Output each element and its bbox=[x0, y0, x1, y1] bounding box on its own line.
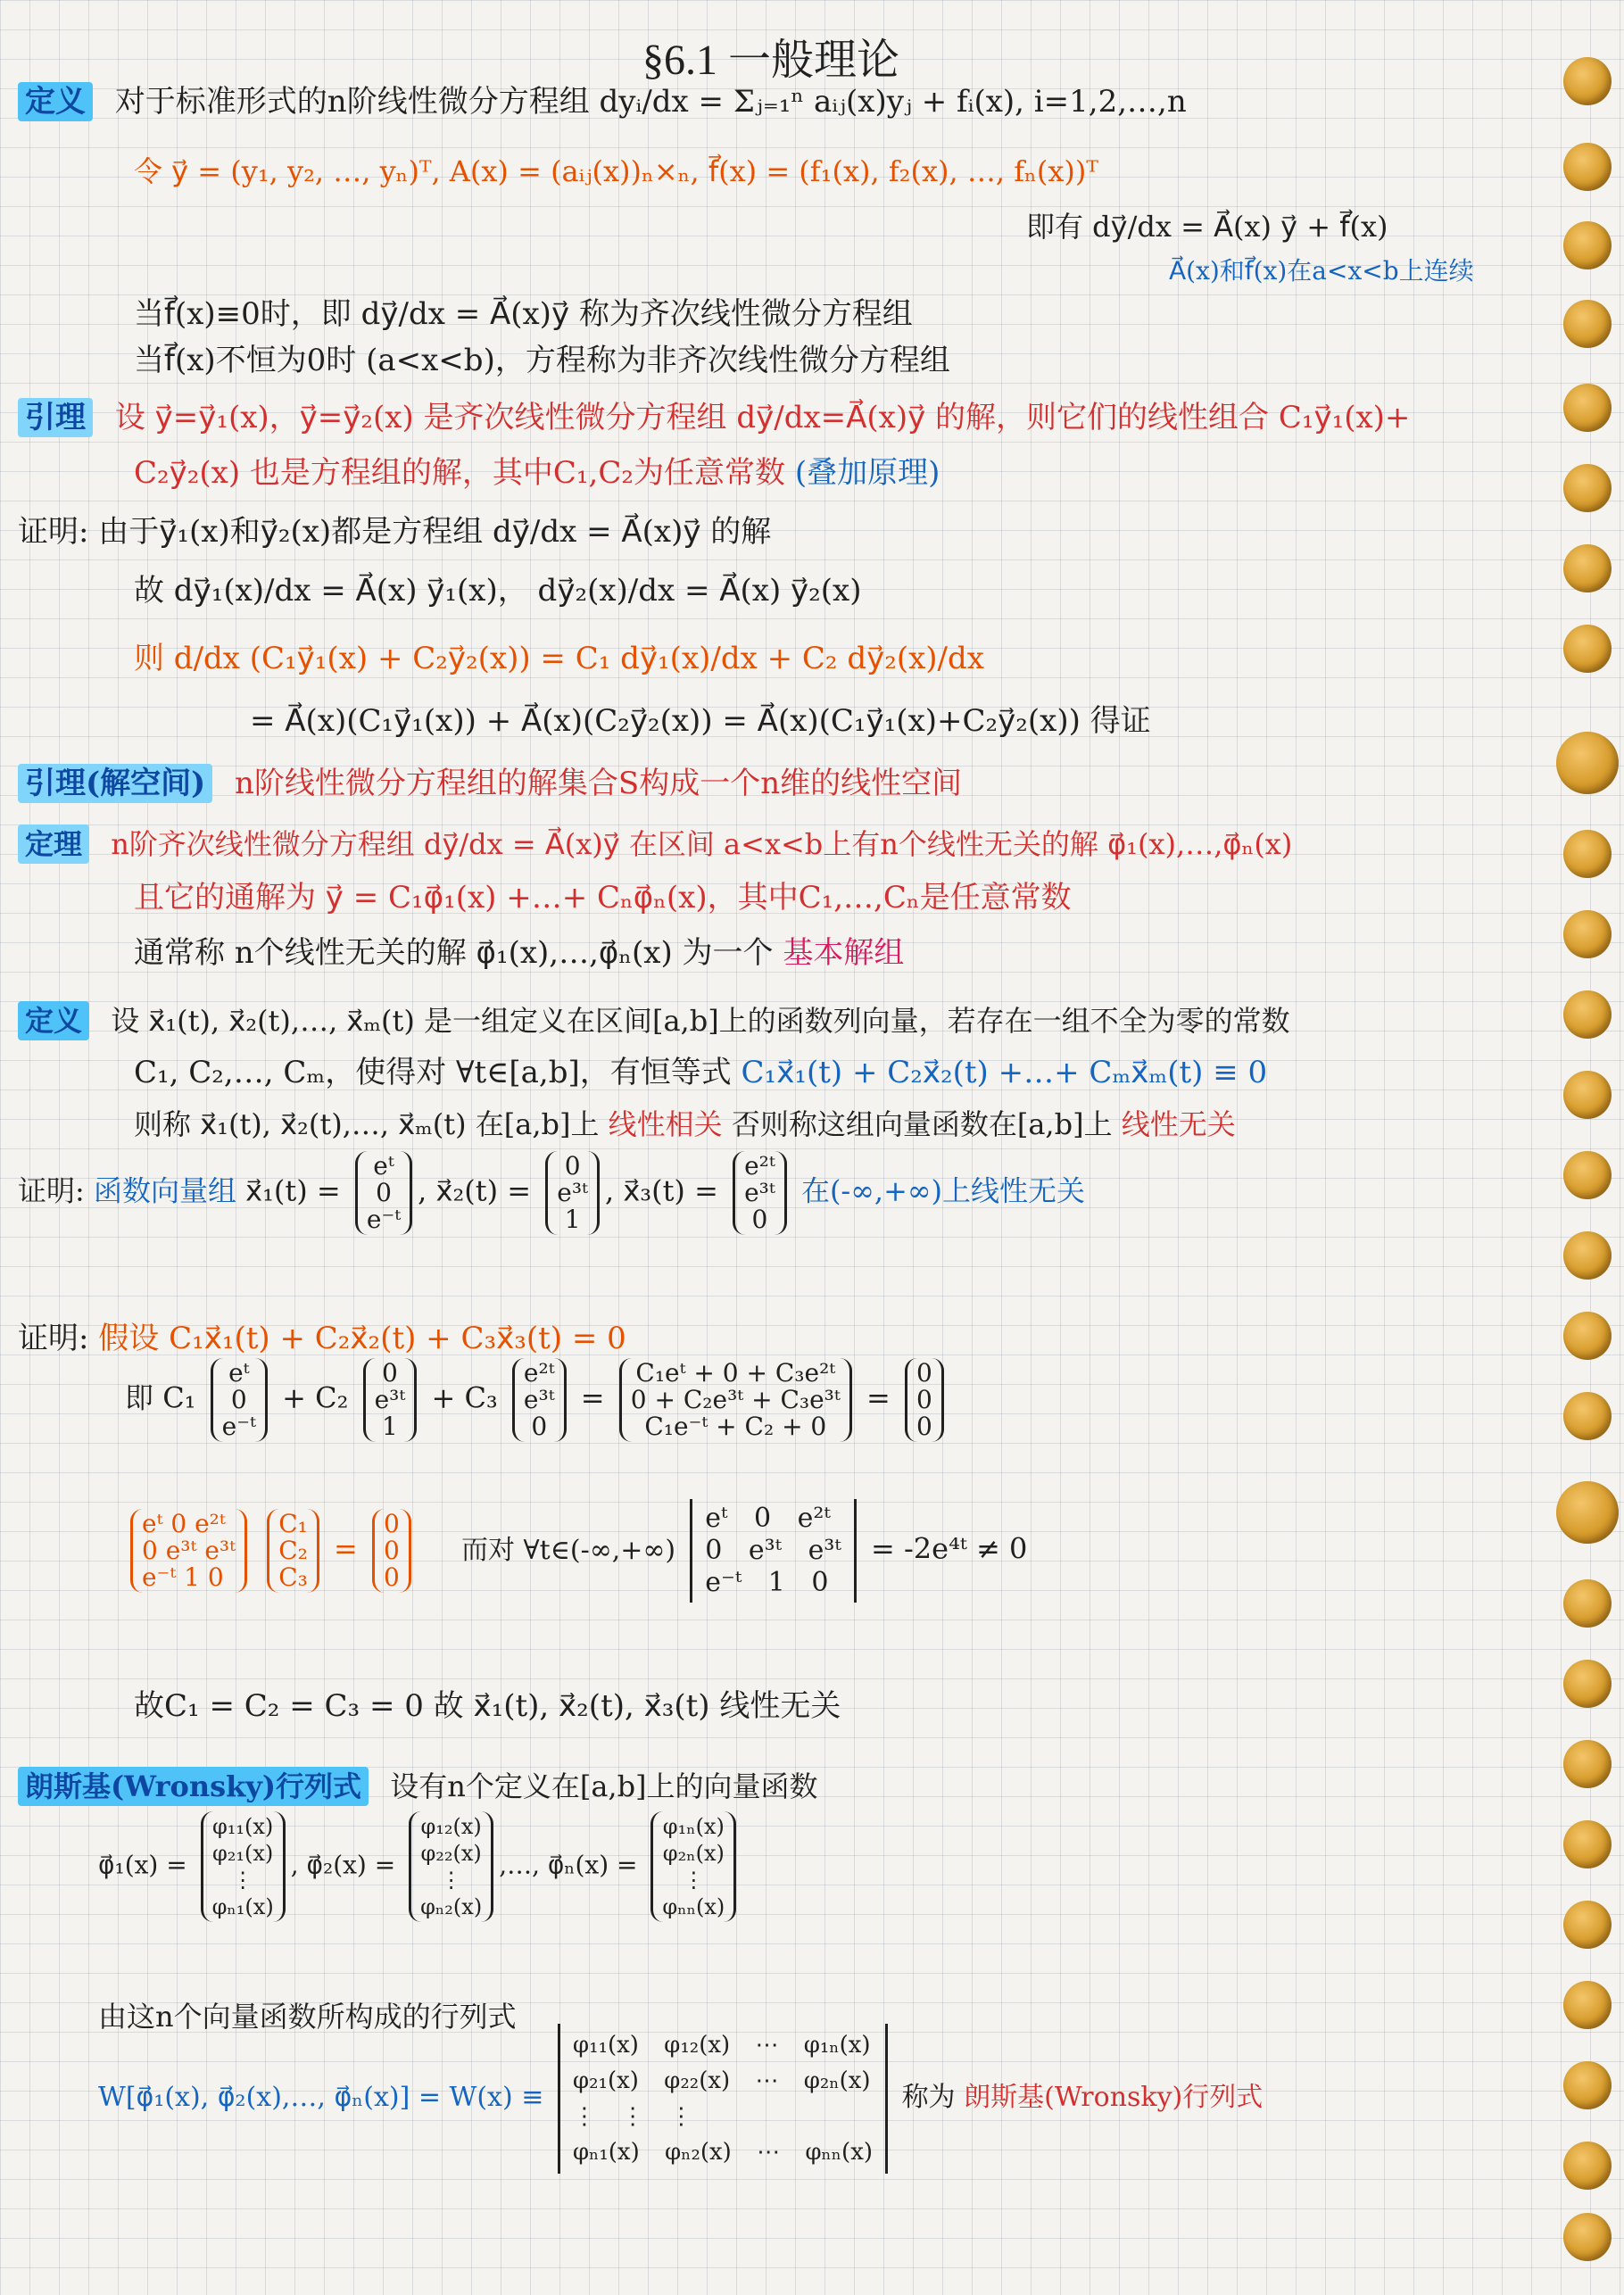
binder-hole bbox=[1563, 464, 1612, 512]
proof2-system: eᵗ 0 e²ᵗ 0 e³ᵗ e³ᵗ e⁻ᵗ 1 0 C₁ C₂ C₃ = 0 0 0 而对 ∀t∈(-∞,+∞) eᵗ 0 e²ᵗ 0 e³ᵗ e³ᵗ e⁻ᵗ 1 0 = -2e⁴ᵗ ≠ 0 bbox=[125, 1499, 1027, 1603]
binder-hole bbox=[1556, 732, 1619, 794]
binder-hole bbox=[1563, 300, 1612, 348]
vector-x2: 0 e³ᵗ 1 bbox=[545, 1151, 600, 1235]
wronsky-vectors: φ⃗₁(x) = φ₁₁(x) φ₂₁(x) ⋮ φₙ₁(x) , φ⃗₂(x) = φ₁₂(x) φ₂₂(x) ⋮ φₙ₂(x) ,…, φ⃗ₙ(x) = φ₁ₙ(x) φ₂ₙ(x) ⋮ φₙₙ(x) bbox=[98, 1811, 742, 1922]
def2-line1: 定义 设 x⃗₁(t), x⃗₂(t),…, x⃗ₘ(t) 是一组定义在区间[a,b]上的函数列向量，若存在一组不全为零的常数 bbox=[18, 1001, 1446, 1040]
vector-x1: eᵗ 0 e⁻ᵗ bbox=[355, 1151, 412, 1235]
def1-line bbox=[18, 82, 1446, 121]
vector-x3: e²ᵗ e³ᵗ 0 bbox=[733, 1151, 787, 1235]
page-title: §6.1 一般理论 bbox=[642, 37, 900, 84]
proof1-line-d: = A⃗(x)(C₁y⃗₁(x)) + A⃗(x)(C₂y⃗₂(x)) = A⃗(x)(C₁y⃗₁(x)+C₂y⃗₂(x)) 得证 bbox=[250, 703, 1151, 739]
vector-phin: φ₁ₙ(x) φ₂ₙ(x) ⋮ φₙₙ(x) bbox=[650, 1811, 736, 1922]
vector-phi2: φ₁₂(x) φ₂₂(x) ⋮ φₙ₂(x) bbox=[409, 1811, 493, 1922]
binder-hole bbox=[1563, 143, 1612, 191]
let-line bbox=[134, 152, 1446, 191]
binder-hole bbox=[1563, 1820, 1612, 1868]
binder-hole bbox=[1563, 2142, 1612, 2190]
wronsky-tag: 朗斯基(Wronsky)行列式 bbox=[18, 1767, 369, 1806]
lemma2-tag: 引理(解空间) bbox=[18, 764, 212, 803]
binder-hole bbox=[1563, 830, 1612, 878]
lemma1-line bbox=[18, 398, 1446, 437]
lemma2-line: 引理(解空间) n阶线性微分方程组的解集合S构成一个n维的线性空间 bbox=[18, 764, 1446, 803]
binder-hole bbox=[1563, 2213, 1612, 2261]
fund-word: 基本解组 bbox=[783, 935, 905, 971]
superposition-note: (叠加原理) bbox=[794, 455, 940, 491]
example-line: 证明: 函数向量组 x⃗₁(t) = eᵗ 0 e⁻ᵗ , x⃗₂(t) = 0 e³ᵗ 1 , x⃗₃(t) = e²ᵗ e³ᵗ 0 在(-∞,+∞)上线性无关 bbox=[18, 1151, 1086, 1234]
binder-hole bbox=[1563, 221, 1612, 269]
theorem-line1: 定理 n阶齐次线性微分方程组 dy⃗/dx = A⃗(x)y⃗ 在区间 a<x<b上有n个线性无关的解 φ⃗₁(x),…,φ⃗ₙ(x) bbox=[18, 824, 1446, 864]
binder-hole bbox=[1563, 1071, 1612, 1119]
wronsky-name: 朗斯基(Wronsky)行列式 bbox=[964, 2082, 1264, 2113]
sum-matrix: C₁eᵗ + 0 + C₃e²ᵗ 0 + C₂e³ᵗ + C₃e³ᵗ C₁e⁻ᵗ + C₂ + 0 bbox=[619, 1358, 852, 1442]
binder-holes bbox=[1553, 0, 1624, 2295]
binder-hole bbox=[1563, 990, 1612, 1039]
def2-line3: 则称 x⃗₁(t), x⃗₂(t),…, x⃗ₘ(t) 在[a,b]上 线性相关 否则称这组向量函数在[a,b]上 线性无关 bbox=[134, 1107, 1236, 1141]
binder-hole bbox=[1563, 1231, 1612, 1280]
binder-hole bbox=[1563, 1312, 1612, 1360]
lemma1-tag: 引理 bbox=[18, 398, 93, 437]
determinant: eᵗ 0 e²ᵗ 0 e³ᵗ e³ᵗ e⁻ᵗ 1 0 bbox=[690, 1499, 857, 1603]
independent-word: 线性无关 bbox=[1121, 1107, 1236, 1141]
binder-hole bbox=[1563, 544, 1612, 592]
proof-label: 证明: bbox=[18, 514, 89, 550]
binder-hole bbox=[1563, 1392, 1612, 1440]
binder-hole bbox=[1563, 910, 1612, 958]
proof2-assume: 证明: 假设 C₁x⃗₁(t) + C₂x⃗₂(t) + C₃x⃗₃(t) = 0 bbox=[18, 1321, 626, 1356]
theorem-tag: 定理 bbox=[18, 824, 89, 864]
wronsky-from: 由这n个向量函数所构成的行列式 bbox=[98, 2000, 517, 2034]
binder-hole bbox=[1563, 1579, 1612, 1628]
binder-hole bbox=[1563, 1660, 1612, 1708]
dependent-word: 线性相关 bbox=[608, 1107, 723, 1141]
vector-phi1: φ₁₁(x) φ₂₁(x) ⋮ φₙ₁(x) bbox=[201, 1811, 286, 1922]
wronsky-determinant: φ₁₁(x) φ₁₂(x) ⋯ φ₁ₙ(x) φ₂₁(x) φ₂₂(x) ⋯ φ₂ₙ(x) ⋮ ⋮ ⋮ φₙ₁(x) φₙ₂(x) ⋯ φₙₙ(x) bbox=[558, 2024, 888, 2174]
binder-hole bbox=[1563, 384, 1612, 432]
def2-eq: C₁x⃗₁(t) + C₂x⃗₂(t) +…+ Cₘx⃗ₘ(t) ≡ 0 bbox=[741, 1055, 1268, 1090]
homog-line: 当f⃗(x)≡0时，即 dy⃗/dx = A⃗(x)y⃗ 称为齐次线性微分方程组 bbox=[134, 296, 913, 332]
lemma1-text: 设 y⃗=y⃗₁(x)，y⃗=y⃗₂(x) 是齐次线性微分方程组 dy⃗/dx=A⃗(x)y⃗ 的解，则它们的线性组合 C₁y⃗₁(x)+ bbox=[114, 400, 1411, 435]
binder-hole bbox=[1563, 2061, 1612, 2109]
binder-hole bbox=[1563, 1740, 1612, 1788]
binder-hole bbox=[1563, 1151, 1612, 1199]
def2-tag: 定义 bbox=[18, 1001, 89, 1040]
proof1-line-c: 则 d/dx (C₁y⃗₁(x) + C₂y⃗₂(x)) = C₁ dy⃗₁(x)/dx + C₂ dy⃗₂(x)/dx bbox=[134, 641, 984, 676]
def2-line2: C₁, C₂,…, Cₘ，使得对 ∀t∈[a,b]，有恒等式 C₁x⃗₁(t) + C₂x⃗₂(t) +…+ Cₘx⃗ₘ(t) ≡ 0 bbox=[134, 1055, 1268, 1090]
binder-hole bbox=[1563, 625, 1612, 673]
proof2-conclude: 故C₁ = C₂ = C₃ = 0 故 x⃗₁(t), x⃗₂(t), x⃗₃(t) 线性无关 bbox=[134, 1688, 841, 1724]
proof1-line-a: 证明: 由于y⃗₁(x)和y⃗₂(x)都是方程组 dy⃗/dx = A⃗(x)y⃗ 的解 bbox=[18, 514, 772, 550]
vector-eq: 即有 dy⃗/dx = A⃗(x) y⃗ + f⃗(x) bbox=[1026, 210, 1388, 244]
wronsky-det-line: W[φ⃗₁(x), φ⃗₂(x),…, φ⃗ₙ(x)] = W(x) ≡ φ₁₁(x) φ₁₂(x) ⋯ φ₁ₙ(x) φ₂₁(x) φ₂₂(x) ⋯ φ₂ₙ(x) ⋮ ⋮ ⋮ φₙ₁(x) φₙ₂(x) ⋯ φₙₙ(x) 称为 朗斯基(Wronsky)行列式 bbox=[98, 2024, 1263, 2174]
def1-tag: 定义 bbox=[18, 82, 93, 121]
coef-matrix: eᵗ 0 e²ᵗ 0 e³ᵗ e³ᵗ e⁻ᵗ 1 0 bbox=[130, 1509, 247, 1593]
def1-text: 对于标准形式的n阶线性微分方程组 dyᵢ/dx = Σⱼ₌₁ⁿ aᵢⱼ(x)yⱼ + fᵢ(x), i=1,2,…,n bbox=[114, 84, 1187, 120]
let-text: 令 y⃗ = (y₁, y₂, …, yₙ)ᵀ, A(x) = (aᵢⱼ(x))ₙ×ₙ, f⃗(x) = (f₁(x), f₂(x), …, fₙ(x))ᵀ bbox=[134, 154, 1098, 188]
wronsky-line: 朗斯基(Wronsky)行列式 设有n个定义在[a,b]上的向量函数 bbox=[18, 1767, 1446, 1806]
binder-hole bbox=[1563, 1981, 1612, 2029]
proof2-expansion: 即 C₁ eᵗ 0 e⁻ᵗ + C₂ 0 e³ᵗ 1 + C₃ e²ᵗ e³ᵗ 0 = C₁eᵗ + 0 + C₃e²ᵗ 0 + C₂e³ᵗ + C₃e³ᵗ C₁e⁻ᵗ + C₂ + 0 = 0 0 0 bbox=[125, 1358, 949, 1442]
binder-hole bbox=[1556, 1481, 1619, 1544]
continuity-note: A⃗(x)和f⃗(x)在a<x<b上连续 bbox=[1169, 256, 1474, 286]
binder-hole bbox=[1563, 1901, 1612, 1949]
fund-line: 通常称 n个线性无关的解 φ⃗₁(x),…,φ⃗ₙ(x) 为一个 基本解组 bbox=[134, 935, 905, 971]
theorem-line2: 且它的通解为 y⃗ = C₁φ⃗₁(x) +…+ Cₙφ⃗ₙ(x)，其中C₁,…,Cₙ是任意常数 bbox=[134, 880, 1072, 916]
binder-hole bbox=[1563, 57, 1612, 105]
lemma1-line2: C₂y⃗₂(x) 也是方程组的解，其中C₁,C₂为任意常数 (叠加原理) bbox=[134, 455, 940, 491]
nonhomog-line: 当f⃗(x)不恒为0时 (a<x<b)，方程称为非齐次线性微分方程组 bbox=[134, 343, 950, 378]
proof1-line-b: 故 dy⃗₁(x)/dx = A⃗(x) y⃗₁(x)， dy⃗₂(x)/dx = A⃗(x) y⃗₂(x) bbox=[134, 573, 862, 609]
